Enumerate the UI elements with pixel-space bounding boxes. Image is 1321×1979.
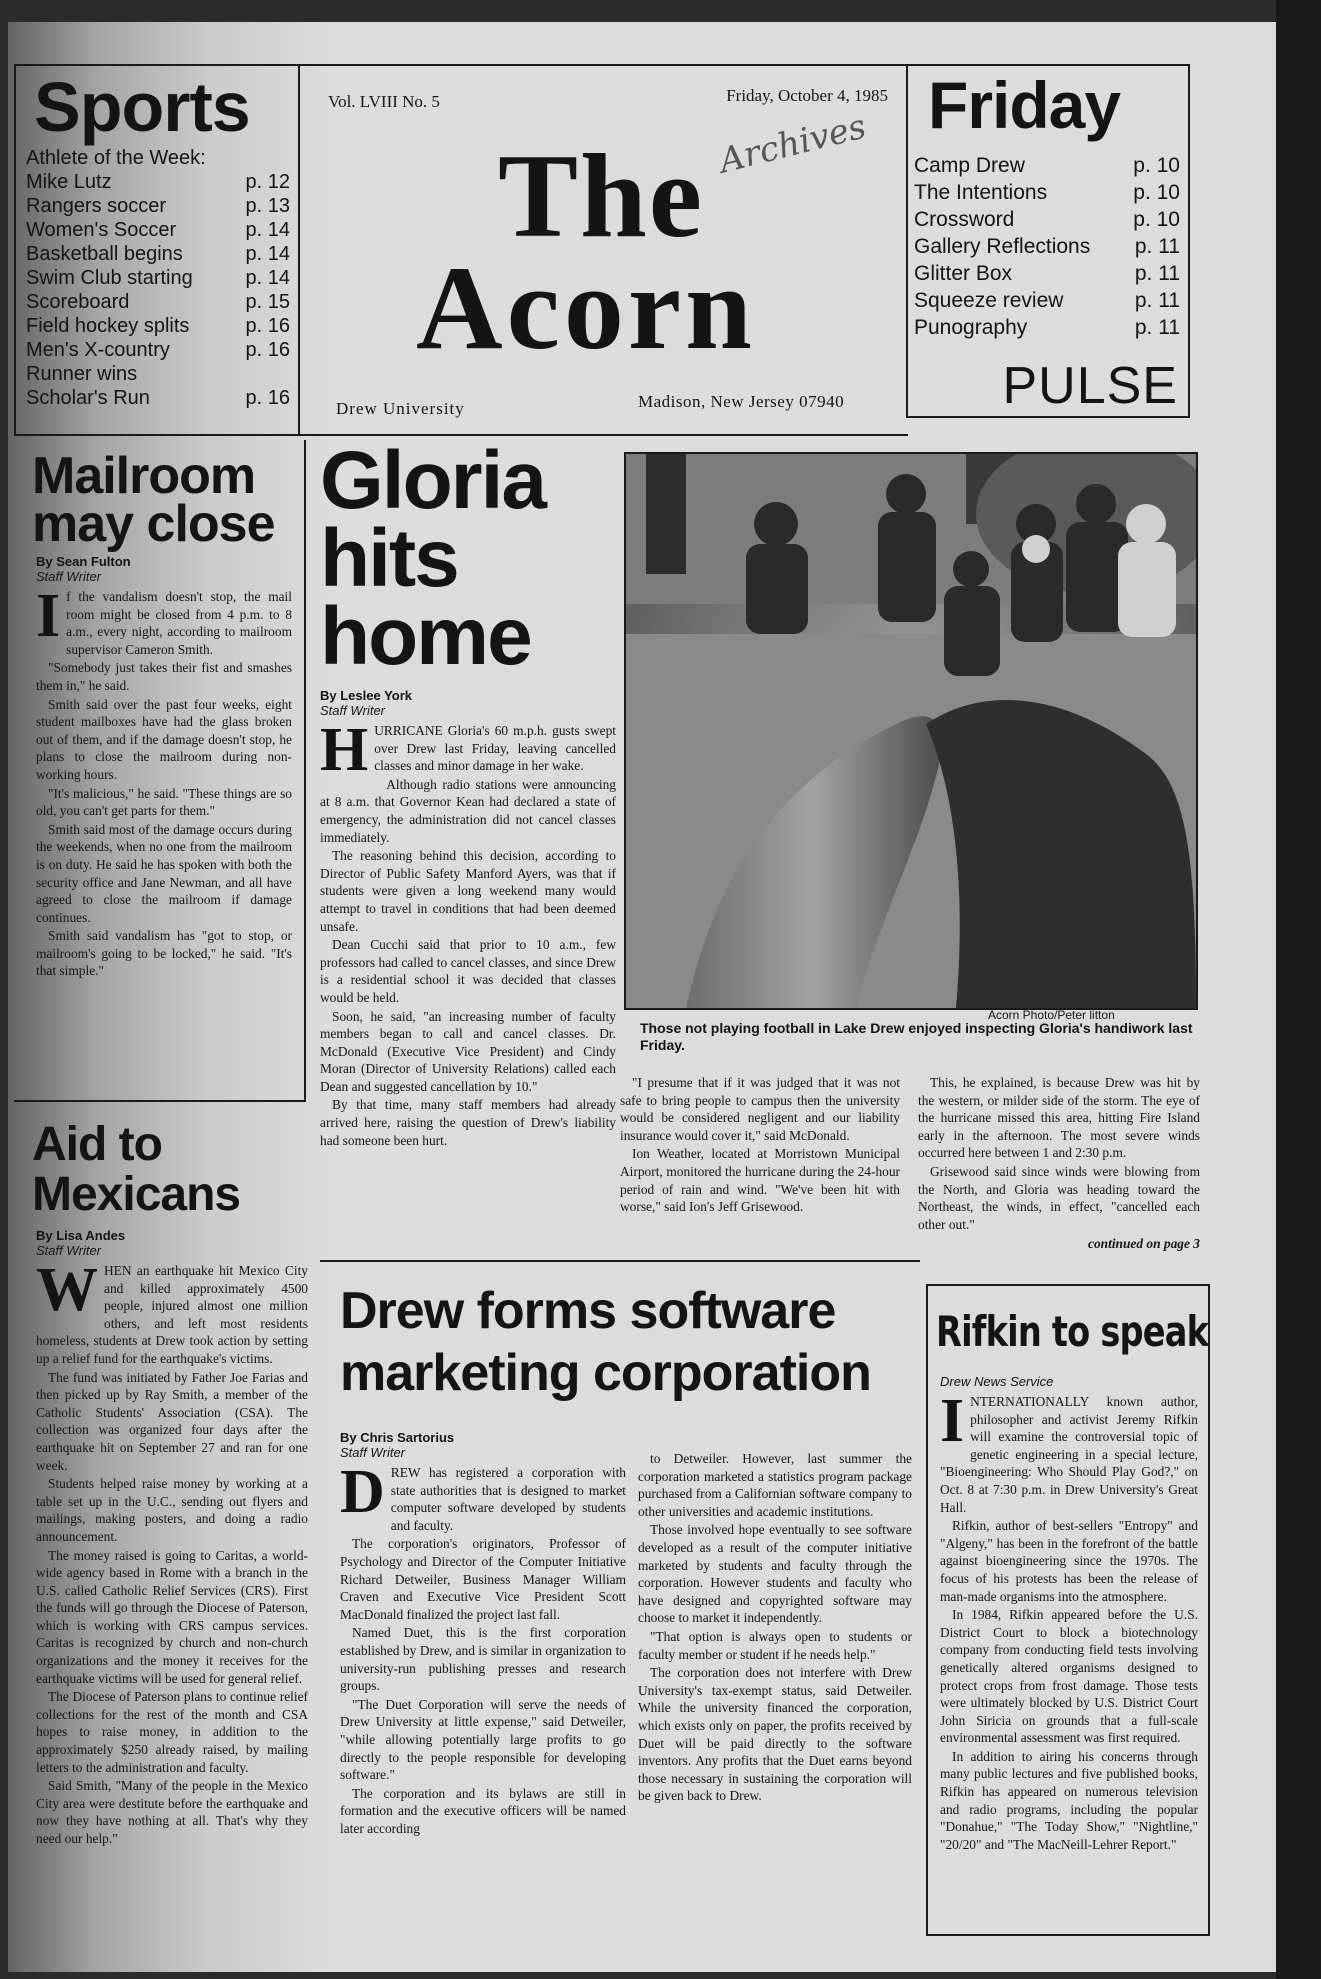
friday-index-item: [914, 233, 1180, 260]
sports-index-item-page: p. 14: [245, 267, 290, 289]
software-paragraph: "The Duet Corporation will serve the needs of Drew University at little expense," said Detweiler, "while allowing potentially large profits to go directly to the people responsible for developing software.": [340, 1696, 626, 1783]
mailroom-dropcap: I: [36, 582, 61, 650]
sports-index-item-label: Scoreboard: [26, 291, 130, 313]
gloria-headline-line: home: [320, 591, 531, 682]
gloria-body-col2: [620, 1074, 900, 1217]
mailroom-byline: By Sean Fulton: [36, 554, 131, 569]
photo-credit: Acorn Photo/Peter litton: [988, 1008, 1115, 1022]
pulse-label: PULSE: [1002, 357, 1178, 415]
sports-index-item: [26, 146, 290, 170]
sports-index-item-page: p. 16: [245, 387, 290, 409]
photo-caption: Those not playing football in Lake Drew enjoyed inspecting Gloria's handiwork last Friday.: [640, 1020, 1193, 1053]
sports-index-item: [26, 218, 290, 242]
mailroom-paragraph: Smith said over the past four weeks, eight student mailboxes have had the glass broken out of them, and if the damage doesn't stop, he plans to close the mailroom during non-working hours.: [36, 696, 292, 782]
sports-index-item: [26, 194, 290, 218]
sports-index-item: [26, 170, 290, 194]
friday-heading: Friday: [928, 68, 1121, 142]
sports-heading: Sports: [34, 68, 250, 146]
aid-body: [36, 1256, 308, 1848]
sports-index-item: [26, 314, 290, 338]
sports-index-list: [16, 142, 298, 410]
sports-index-item-label: Women's Soccer: [26, 219, 177, 241]
sports-index-item-page: p. 14: [245, 243, 290, 265]
continued-note: continued on page 3: [1088, 1236, 1200, 1252]
mailroom-paragraph: Smith said vandalism has "got to stop, or mailroom's going to be locked," he said. "It's that simple.": [36, 928, 292, 979]
gloria-paragraph: Although radio stations were announcing at 8 a.m. that Governor Kean had declared a state of emergency, the administration did not cancel classes immediately.: [320, 776, 616, 845]
software-col2-paragraph: to Detweiler. However, last summer the corporation marketed a statistics program package purchased from a Californian software company to other universities and academic institutions.: [638, 1451, 912, 1519]
friday-index-item: [914, 152, 1180, 179]
rifkin-paragraph: Rifkin, author of best-sellers "Entropy" and "Algeny," has been in the forefront of the battle against bioengineering since the 1970s. The focus of his protests has been the release of man-made organisms into the atmosphere.: [940, 1518, 1198, 1604]
software-col2-paragraph: Those involved hope eventually to see software developed as a result of the computer initiative marketed by students and faculty through the corporation. However students and faculty who have designed and copyrighted software may choose to market it independently.: [638, 1522, 912, 1626]
gloria-headline: [320, 435, 616, 682]
software-paragraph: The corporation and its bylaws are still in formation and the executive officers will be named later according: [340, 1785, 626, 1836]
software-paragraph: Named Duet, this is the first corporation established by Drew, and is similar in organization to university-run publishing presses and research groups.: [340, 1625, 626, 1694]
software-body-col2: [638, 1450, 912, 1806]
rifkin-headline: Rifkin to speak: [936, 1307, 1209, 1356]
sports-index-item-label: Basketball begins: [26, 243, 183, 265]
mailroom-role: Staff Writer: [36, 569, 102, 584]
friday-index-item-label: Glitter Box: [914, 262, 1013, 285]
rifkin-paragraph: In addition to airing his concerns through many public lectures and five published books, Rifkin has appeared on numerous television and radio programs, including the popular "Donahue," "The Today Show," "Nightline," "20/20" and "The MacNeill-Lehrer Report.": [940, 1748, 1198, 1852]
sports-index-item-label: Athlete of the Week:: [26, 147, 206, 169]
rifkin-body: [940, 1387, 1198, 1853]
sports-index-item-page: p. 13: [245, 195, 290, 217]
fallen-tree-photo-icon: [626, 454, 1196, 1008]
rifkin-service: Drew News Service: [940, 1374, 1054, 1389]
aid-role: Staff Writer: [36, 1243, 102, 1258]
aid-paragraph: The fund was initiated by Father Joe Farias and then picked up by Ray Smith, a member of the Catholic Students' Association (CSA). The collection was organized four days after the earthquake hit on September 27 and ran for one week.: [36, 1369, 308, 1473]
friday-index-item: [914, 260, 1180, 287]
aid-paragraph: The Diocese of Paterson plans to continue relief collections for the rest of the month and CSA hopes to raise money, in addition to the approximately $250 already raised, by mailing letters to the administration and faculty.: [36, 1689, 308, 1775]
sports-index-item-label: Swim Club starting: [26, 267, 193, 289]
friday-index-item-page: p. 10: [1133, 181, 1180, 204]
gloria-col2-paragraph: Ion Weather, located at Morristown Municipal Airport, monitored the hurricane during the 24-hour period of rain and wind. "We've been hit with worse," said Ion's Jeff Grisewood.: [620, 1146, 900, 1215]
friday-index-item: [914, 179, 1180, 206]
gloria-headline-line: Gloria: [320, 435, 545, 526]
aid-dropcap: W: [36, 1256, 98, 1324]
aid-paragraph: The money raised is going to Caritas, a world-wide agency based in Rome with a branch in the U.S. called Catholic Relief Services (CRS). First the funds will go through the Diocese of Paterson, which is working with CRS campus services. Caritas is recognized by church and non-church organizations and the money it receives for the earthquake victims will be used for general relief.: [36, 1547, 308, 1686]
gloria-byline: By Leslee York: [320, 688, 413, 703]
fallen-tree-photo: [624, 452, 1198, 1010]
gloria-paragraph: Dean Cucchi said that prior to 10 a.m., few professors had called to cancel classes, and since Drew is a residential school it was decided that classes would be held.: [320, 937, 616, 1005]
friday-index-item-page: p. 11: [1134, 235, 1180, 258]
masthead-university: Drew University: [336, 399, 465, 418]
sports-index-item-page: p. 15: [245, 291, 290, 313]
rifkin-paragraph: In 1984, Rifkin appeared before the U.S. District Court to block a biotechnology company from conducting field tests involving genetically altered organisms designed to protect crops from frost damage. Those tests were ultimately blocked by U.S. District Court John Siricia on grounds that a full-scale environmental assessment was first required.: [940, 1607, 1198, 1746]
masthead-location: Madison, New Jersey 07940: [638, 392, 845, 411]
book-binding: [1276, 0, 1321, 1979]
sports-index-item-page: p. 14: [245, 219, 290, 241]
software-paragraph: REW has registered a corporation with state authorities that is designed to market computer software developed by students and faculty.: [390, 1465, 626, 1533]
sports-index-item-label: Men's X-country: [26, 339, 170, 361]
sports-index-item: [26, 266, 290, 290]
software-paragraph: The corporation's originators, Professor of Psychology and Director of the Computer Initiative Richard Detweiler, Business Manager William Craven and Executive Vice President Scott MacDonald finalized the project last fall.: [340, 1536, 626, 1622]
masthead-title-acorn: Acorn: [416, 241, 756, 374]
gloria-story: [320, 435, 616, 1242]
mailroom-paragraph: "It's malicious," he said. "These things are so old, you can't get parts for them.": [36, 785, 292, 819]
sports-index-item: [26, 386, 290, 410]
sports-index-item: [26, 290, 290, 314]
software-role: Staff Writer: [340, 1445, 406, 1460]
masthead: [298, 64, 908, 436]
volume-number: Vol. LVIII No. 5: [328, 92, 440, 111]
mailroom-body: [36, 582, 292, 980]
friday-index-item-page: p. 10: [1133, 154, 1180, 177]
software-headline-1: Drew forms software: [340, 1282, 836, 1340]
gloria-body-col1: [320, 716, 616, 1149]
mailroom-paragraph: f the vandalism doesn't stop, the mail room might be closed from 4 p.m. to 8 a.m., every night, according to mailroom supervisor Cameron Smith.: [66, 589, 292, 657]
sports-index-item-page: p. 12: [245, 171, 290, 193]
gloria-dropcap: H: [320, 716, 369, 784]
software-story: [320, 1260, 920, 1962]
sports-index-item-label: Scholar's Run: [26, 387, 150, 409]
aid-story: [14, 1120, 314, 1960]
gloria-col2-paragraph: "I presume that if it was judged that it was not safe to bring people to campus then the university would be considered negligent and our liability insurance would cover it," said McDonald.: [620, 1075, 900, 1143]
sports-index-item-label: Runner wins: [26, 363, 138, 385]
gloria-body-col3: [918, 1074, 1200, 1253]
gloria-headline-line: hits: [320, 513, 458, 604]
software-byline: By Chris Sartorius: [340, 1430, 455, 1445]
sports-index-item-page: p. 16: [245, 339, 290, 361]
friday-index-item-page: p. 11: [1134, 316, 1180, 339]
sports-index-item-page: p. 16: [245, 315, 290, 337]
gloria-paragraph: URRICANE Gloria's 60 m.p.h. gusts swept over Drew last Friday, leaving cancelled classes and minor damage in her wake.: [374, 723, 616, 774]
friday-index-item-label: Gallery Reflections: [914, 235, 1091, 258]
gloria-paragraph: Soon, he said, "an increasing number of faculty members began to call and cancel classes. Dr. McDonald (Executive Vice President) and Cindy Moran (Director of University Relations) called each Dean and suggested cancellation by 10.": [320, 1008, 616, 1094]
newspaper-page: [8, 22, 1276, 1972]
friday-index-item-label: Crossword: [914, 208, 1015, 231]
aid-paragraph: Said Smith, "Many of the people in the Mexico City area were destitute before the earthquake and now they have nothing at all. That's why they need our help.": [36, 1778, 308, 1846]
software-dropcap: D: [340, 1458, 385, 1526]
gloria-col3-paragraph: This, he explained, is because Drew was hit by the western, or milder side of the storm. The eye of the hurricane missed this area, hitting Fire Island early in the afternoon. The most severe winds occurred here between 1 and 2:30 p.m.: [918, 1075, 1200, 1161]
friday-index-item-page: p. 11: [1134, 289, 1180, 312]
rifkin-paragraph: NTERNATIONALLY known author, philosopher and activist Jeremy Rifkin will examine the controversial topic of genetic engineering in a special lecture, "Bioengineering: Who Should Play God?," on Oct. 8 at 7:30 p.m. in Drew University's Great Hall.: [940, 1394, 1198, 1515]
sports-index-item-label: Rangers soccer: [26, 195, 167, 217]
sports-index-item: [26, 338, 290, 362]
rifkin-story: [926, 1284, 1210, 1936]
aid-byline: By Lisa Andes: [36, 1228, 126, 1243]
masthead-title-the: The: [498, 129, 705, 262]
aid-paragraph: Students helped raise money by working at a table set up in the U.C., sending out flyers and mailings, making posters, and doing a radio announcement.: [36, 1476, 308, 1544]
sports-index-item: [26, 362, 290, 386]
gloria-role: Staff Writer: [320, 703, 386, 718]
gloria-paragraph: By that time, many staff members had already arrived here, raising the question of Drew's liability had someone been hurt.: [320, 1097, 616, 1148]
friday-index-item-label: Squeeze review: [914, 289, 1064, 312]
archives-handwriting: Archives: [715, 106, 871, 182]
friday-index-item-page: p. 11: [1134, 262, 1180, 285]
sports-index-item-label: Mike Lutz: [26, 171, 112, 193]
sports-index-box: [14, 64, 300, 436]
issue-date: Friday, October 4, 1985: [726, 86, 888, 105]
friday-index-item-label: The Intentions: [914, 181, 1048, 204]
friday-index-item: [914, 287, 1180, 314]
rifkin-dropcap: I: [940, 1387, 965, 1455]
sports-index-item-label: Field hockey splits: [26, 315, 190, 337]
friday-index-box: [906, 64, 1190, 418]
software-col2-paragraph: The corporation does not interfere with Drew University's tax-exempt status, said Detweiler. While the university financed the corporation, which exists only on paper, the profits received by Duet will be paid directly to the software inventors. Any profits that the Duet earns beyond those necessary in sustaining the corporation will be given back to Drew.: [638, 1665, 912, 1804]
friday-index-item: [914, 206, 1180, 233]
friday-index-list: [908, 138, 1188, 341]
aid-headline: Aid to Mexicans: [32, 1118, 241, 1221]
gloria-col3-paragraph: Grisewood said since winds were blowing from the North, and Gloria was heading toward the Northeast, the winds, in effect, "cancelled each other out.": [918, 1163, 1200, 1232]
software-headline-2: marketing corporation: [340, 1344, 871, 1402]
mailroom-headline: Mailroom may close: [32, 447, 275, 553]
mailroom-paragraph: "Somebody just takes their fist and smashes them in," he said.: [36, 660, 292, 693]
sports-index-item: [26, 242, 290, 266]
friday-index-item-label: Punography: [914, 316, 1028, 339]
aid-paragraph: HEN an earthquake hit Mexico City and killed approximately 4500 people, injured almost one million others, and left most residents homeless, students at Drew took action by setting up a relief fund for the earthquake's victims.: [36, 1263, 308, 1366]
software-col2-paragraph: "That option is always open to students or faculty member or student if he needs help.": [638, 1628, 912, 1662]
software-body-col1: [340, 1458, 626, 1837]
mailroom-story: [14, 440, 306, 1102]
friday-index-item-page: p. 10: [1133, 208, 1180, 231]
gloria-paragraph: The reasoning behind this decision, according to Director of Public Safety Manford Ayers, was that if students were given a long weekend many would attempt to travel in conditions that had been deemed unsafe.: [320, 848, 616, 934]
mailroom-paragraph: Smith said most of the damage occurs during the weekends, when no one from the mailroom is on duty. He said he has spoken with both the security office and Jane Newman, and all have agreed to close the mailroom if damage continues.: [36, 821, 292, 925]
friday-index-item-label: Camp Drew: [914, 154, 1025, 177]
friday-index-item: [914, 314, 1180, 341]
